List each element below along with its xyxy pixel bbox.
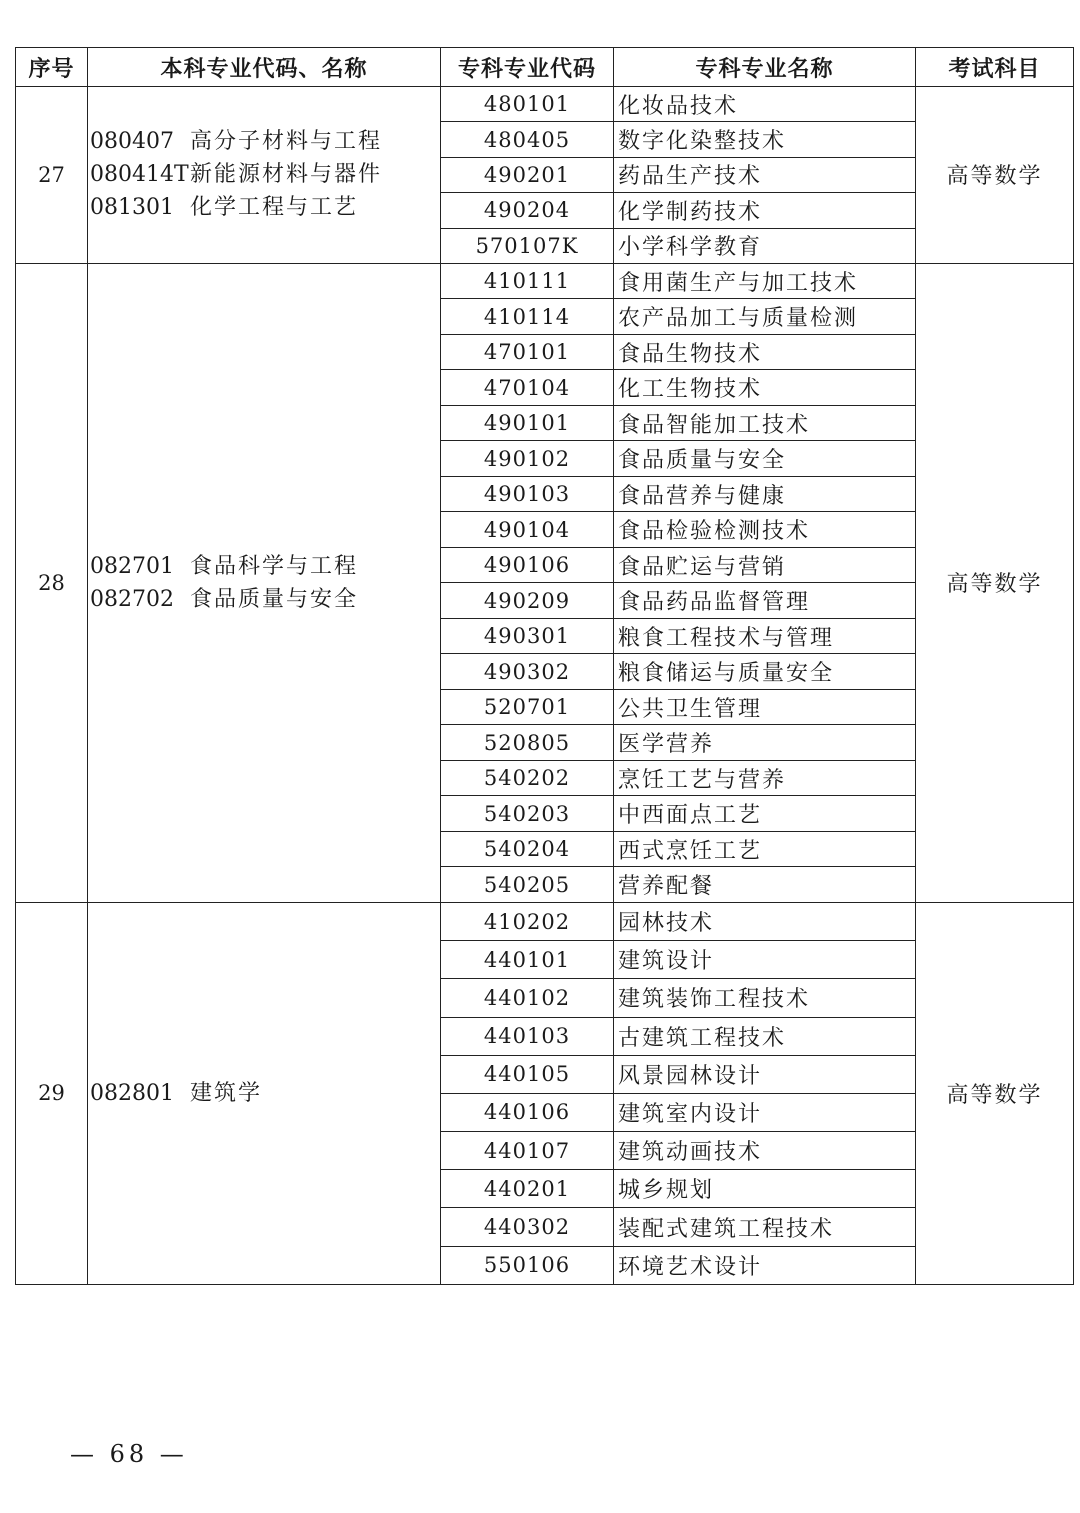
college-major-name: 西式烹饪工艺 [614, 831, 916, 867]
bachelor-major-code: 080414T [90, 162, 189, 188]
college-major-name: 小学科学教育 [614, 228, 916, 263]
college-major-code: 470101 [441, 334, 614, 370]
table-row [16, 263, 1074, 299]
bachelor-major-code: 080407 [90, 129, 174, 155]
header-college-code: 专科专业代码 [441, 48, 614, 87]
college-major-name: 烹饪工艺与营养 [614, 760, 916, 796]
college-major-code: 540205 [441, 867, 614, 903]
college-major-code: 440201 [441, 1170, 614, 1208]
header-exam-subject: 考试科目 [916, 48, 1074, 87]
bachelor-major-code: 082702 [90, 586, 174, 612]
header-bachelor-major: 本科专业代码、名称 [88, 48, 441, 87]
bachelor-major-cell [88, 263, 441, 902]
college-major-name: 化工生物技术 [614, 370, 916, 406]
college-major-code: 520701 [441, 689, 614, 725]
college-major-name: 食品营养与健康 [614, 476, 916, 512]
college-major-name: 建筑装饰工程技术 [614, 979, 916, 1017]
college-major-name: 食品检验检测技术 [614, 512, 916, 548]
college-major-name: 数字化染整技术 [614, 122, 916, 157]
header-college-name: 专科专业名称 [614, 48, 916, 87]
header-seq: 序号 [16, 48, 88, 87]
exam-subject-cell: 高等数学 [916, 902, 1074, 1284]
college-major-code: 570107K [441, 228, 614, 263]
bachelor-major-name: 高分子材料与工程 [190, 129, 383, 155]
college-major-code: 490101 [441, 405, 614, 441]
college-major-name: 食品生物技术 [614, 334, 916, 370]
header-row [16, 48, 1074, 87]
college-major-name: 药品生产技术 [614, 157, 916, 192]
college-major-code: 490106 [441, 547, 614, 583]
college-major-code: 480101 [441, 87, 614, 122]
college-major-code: 410114 [441, 299, 614, 335]
college-major-code: 540203 [441, 796, 614, 832]
college-major-code: 540202 [441, 760, 614, 796]
college-major-name: 建筑设计 [614, 941, 916, 979]
college-major-name: 化学制药技术 [614, 193, 916, 228]
college-major-code: 410111 [441, 263, 614, 299]
exam-subject-cell: 高等数学 [916, 263, 1074, 902]
college-major-code: 410202 [441, 902, 614, 940]
seq-cell: 29 [16, 902, 88, 1284]
college-major-code: 470104 [441, 370, 614, 406]
bachelor-major-code: 082701 [90, 553, 174, 579]
college-major-name: 建筑动画技术 [614, 1132, 916, 1170]
college-major-code: 490301 [441, 618, 614, 654]
college-major-name: 农产品加工与质量检测 [614, 299, 916, 335]
college-major-name: 装配式建筑工程技术 [614, 1208, 916, 1246]
college-major-code: 490209 [441, 583, 614, 619]
seq-cell: 28 [16, 263, 88, 902]
college-major-code: 490104 [441, 512, 614, 548]
college-major-name: 公共卫生管理 [614, 689, 916, 725]
college-major-name: 化妆品技术 [614, 87, 916, 122]
college-major-code: 440102 [441, 979, 614, 1017]
college-major-code: 540204 [441, 831, 614, 867]
college-major-code: 490201 [441, 157, 614, 192]
college-major-name: 食品智能加工技术 [614, 405, 916, 441]
college-major-name: 食品药品监督管理 [614, 583, 916, 619]
bachelor-major-code: 081301 [90, 195, 174, 221]
college-major-code: 490302 [441, 654, 614, 690]
college-major-name: 营养配餐 [614, 867, 916, 903]
college-major-code: 550106 [441, 1246, 614, 1284]
table-row [16, 902, 1074, 940]
college-major-code: 440103 [441, 1017, 614, 1055]
college-major-code: 520805 [441, 725, 614, 761]
bachelor-major-name: 食品科学与工程 [190, 553, 359, 579]
college-major-code: 440105 [441, 1055, 614, 1093]
college-major-name: 粮食储运与质量安全 [614, 654, 916, 690]
college-major-code: 440106 [441, 1093, 614, 1131]
seq-cell: 27 [16, 87, 88, 264]
college-major-code: 480405 [441, 122, 614, 157]
bachelor-major-line [90, 583, 440, 616]
college-major-name: 环境艺术设计 [614, 1246, 916, 1284]
major-table [15, 47, 1074, 1285]
bachelor-major-line [90, 191, 440, 224]
exam-subject-cell: 高等数学 [916, 87, 1074, 264]
bachelor-major-name: 新能源材料与器件 [190, 162, 383, 188]
college-major-name: 城乡规划 [614, 1170, 916, 1208]
college-major-code: 490102 [441, 441, 614, 477]
college-major-name: 古建筑工程技术 [614, 1017, 916, 1055]
college-major-name: 中西面点工艺 [614, 796, 916, 832]
table-row [16, 87, 1074, 122]
page-number: — 68 — [70, 1440, 188, 1468]
college-major-code: 440302 [441, 1208, 614, 1246]
college-major-code: 440101 [441, 941, 614, 979]
bachelor-major-name: 化学工程与工艺 [190, 195, 359, 221]
bachelor-major-name: 食品质量与安全 [190, 586, 359, 612]
college-major-code: 490204 [441, 193, 614, 228]
bachelor-major-cell [88, 87, 441, 264]
bachelor-major-line [90, 158, 440, 191]
college-major-code: 440107 [441, 1132, 614, 1170]
college-major-name: 食用菌生产与加工技术 [614, 263, 916, 299]
college-major-name: 粮食工程技术与管理 [614, 618, 916, 654]
bachelor-major-name: 建筑学 [190, 1080, 263, 1106]
bachelor-major-line [90, 1077, 440, 1110]
college-major-name: 建筑室内设计 [614, 1093, 916, 1131]
bachelor-major-cell [88, 902, 441, 1284]
bachelor-major-code: 082801 [90, 1080, 174, 1106]
college-major-name: 食品贮运与营销 [614, 547, 916, 583]
college-major-name: 医学营养 [614, 725, 916, 761]
college-major-name: 食品质量与安全 [614, 441, 916, 477]
college-major-name: 风景园林设计 [614, 1055, 916, 1093]
college-major-name: 园林技术 [614, 902, 916, 940]
college-major-code: 490103 [441, 476, 614, 512]
bachelor-major-line [90, 550, 440, 583]
bachelor-major-line [90, 125, 440, 158]
